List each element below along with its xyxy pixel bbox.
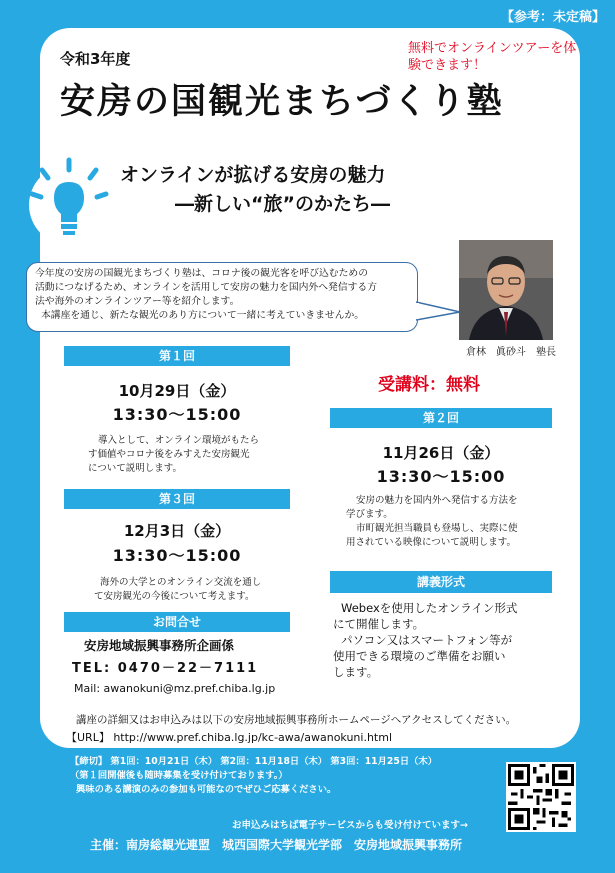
contact-email[interactable]: Mail: awanokuni@mz.pref.chiba.lg.jp bbox=[74, 682, 276, 695]
description-line: て安房観光の今後について考えます。 bbox=[94, 591, 255, 602]
bubble-tail bbox=[416, 300, 462, 322]
deadline-line: 興味のある講演のみの参加も可能なのでぜひご応募ください。 bbox=[76, 784, 337, 795]
details-instruction: 講座の詳細又はお申込みは以下の安房地域振興事務所ホームページへアクセスしてください。 bbox=[76, 714, 517, 726]
qr-code[interactable] bbox=[506, 762, 576, 832]
format-label: 講義形式 bbox=[330, 571, 552, 593]
contact-phone[interactable]: TEL: 0470－22－7111 bbox=[72, 661, 259, 676]
draft-label: 【参考：未定稿】 bbox=[500, 10, 605, 25]
deadline-info bbox=[70, 755, 500, 797]
session-3-time: 13:30～15:00 bbox=[112, 546, 242, 565]
description-line: 用されている映像について説明します。 bbox=[346, 537, 517, 548]
description-line: 安房の魅力を国内外へ発信する方法を bbox=[356, 495, 518, 506]
fiscal-year: 令和3年度 bbox=[60, 50, 131, 68]
session-1-date: 10月29日（金） bbox=[118, 382, 236, 400]
format-line: します。 bbox=[333, 665, 379, 679]
intro-line: 法や海外のオンラインツアー等を紹介します。 bbox=[35, 296, 240, 307]
session-2-time: 13:30～15:00 bbox=[376, 467, 506, 486]
session-1-time: 13:30～15:00 bbox=[112, 405, 242, 424]
session-3-label: 第３回 bbox=[64, 489, 290, 509]
session-3-date: 12月3日（金） bbox=[123, 522, 231, 540]
session-1-label: 第１回 bbox=[64, 346, 290, 366]
description-line: 学びます。 bbox=[346, 509, 393, 520]
organizers: 主催：南房総観光連盟 城西国際大学観光学部 安房地域振興事務所 bbox=[90, 838, 463, 852]
session-3-description bbox=[94, 576, 294, 604]
description-line: 導入として、オンライン環境がもたら bbox=[98, 435, 260, 446]
intro-speech-bubble bbox=[26, 262, 418, 332]
format-line: 使用できる環境のご準備をお願い bbox=[333, 649, 506, 663]
deadline-line: 【締切】 第1回：10月21日（木） 第2回：11月18日（木） 第3回：11月25日（木） bbox=[70, 756, 438, 767]
contact-office: 安房地域振興事務所企画係 bbox=[84, 638, 235, 653]
description-line: 市町観光担当職員も登場し、実際に使 bbox=[356, 523, 518, 534]
intro-line: 本講座を通じ、新たな観光のあり方について一緒に考えていきませんか。 bbox=[41, 310, 365, 321]
subtitle-secondary: ―新しい“旅”のかたち― bbox=[175, 193, 390, 215]
fee-label: 受講料：無料 bbox=[378, 375, 480, 395]
principal-caption: 倉林 眞砂斗 塾長 bbox=[466, 347, 556, 358]
intro-line: 今年度の安房の国観光まちづくり塾は、コロナ後の観光客を呼び込むための bbox=[35, 268, 368, 279]
description-line: 海外の大学とのオンライン交流を通し bbox=[100, 577, 262, 588]
intro-line: 活動につなげるため、オンラインを活用して安房の魅力を国内外へ発信する方 bbox=[35, 282, 378, 293]
format-line: にて開催します。 bbox=[333, 617, 425, 631]
session-2-date: 11月26日（金） bbox=[382, 444, 500, 462]
description-line: す価値やコロナ後をみすえた安房観光 bbox=[88, 449, 250, 460]
session-2-description bbox=[346, 494, 552, 550]
deadline-line: （第１回開催後も随時募集を受け付けております。） bbox=[70, 770, 288, 781]
description-line: について説明します。 bbox=[88, 463, 183, 474]
lightbulb-icon bbox=[14, 150, 114, 250]
homepage-url[interactable]: 【URL】 http://www.pref.chiba.lg.jp/kc-awa/awanokuni.html bbox=[66, 731, 393, 744]
format-line: パソコン又はスマートフォン等が bbox=[341, 633, 513, 647]
page-title: 安房の国観光まちづくり塾 bbox=[60, 82, 504, 122]
contact-label: お問合せ bbox=[64, 612, 290, 632]
online-application-note: お申込みはちば電子サービスからも受け付けています→ bbox=[232, 820, 468, 831]
promo-text: 無料でオンラインツアーを体験できます！ bbox=[408, 41, 577, 73]
format-description bbox=[333, 600, 563, 680]
format-line: Webexを使用したオンライン形式 bbox=[341, 601, 518, 615]
principal-photo bbox=[459, 240, 553, 340]
subtitle-main: オンラインが拡げる安房の魅力 bbox=[120, 164, 386, 186]
session-1-description bbox=[88, 434, 288, 476]
session-2-label: 第２回 bbox=[330, 408, 552, 428]
